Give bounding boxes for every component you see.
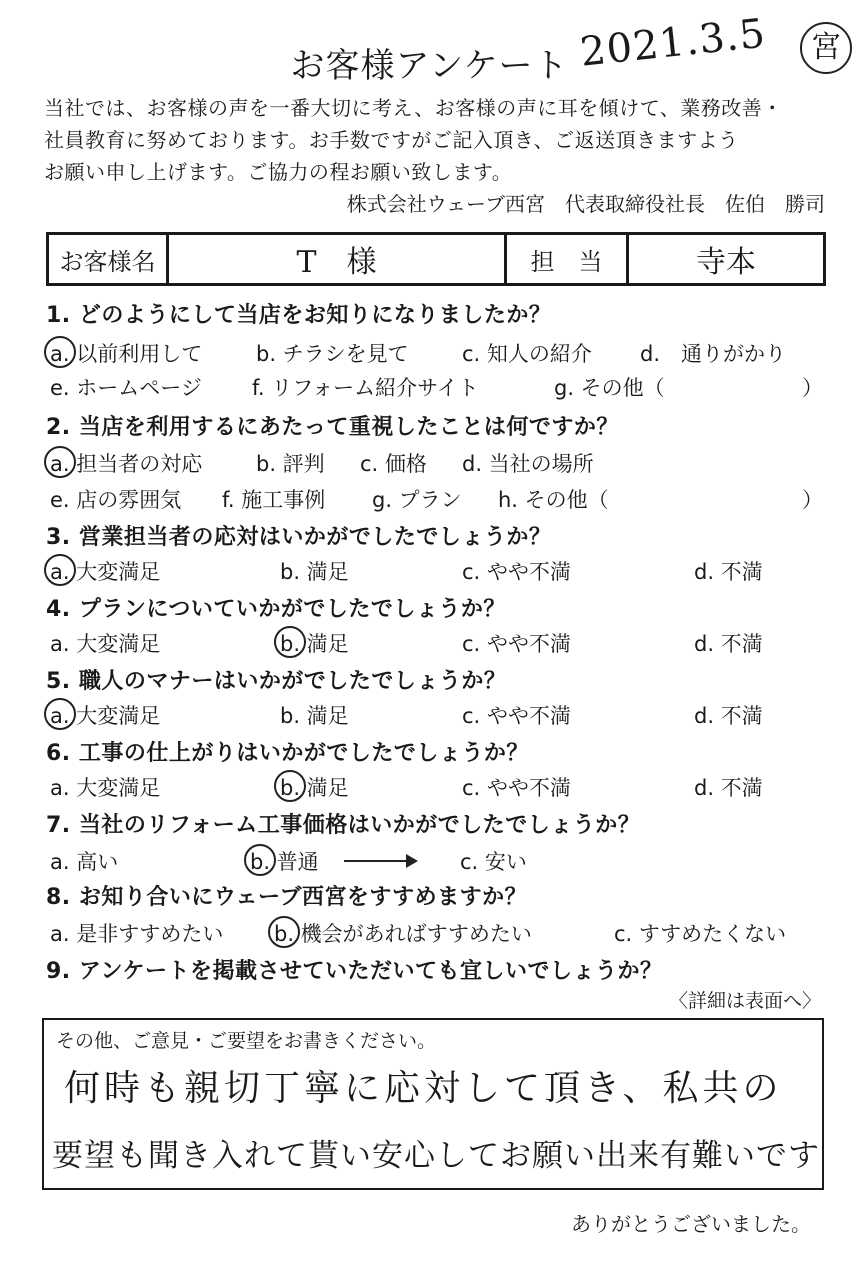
- q3-option-d: d. 不満: [694, 560, 763, 584]
- answer-circle: [274, 626, 306, 658]
- q3-option-b: b. 満足: [280, 560, 349, 584]
- intro-line-3: お願い申し上げます。ご協力の程お願い致します。: [44, 160, 513, 184]
- q6-option-a: a. 大変満足: [50, 776, 161, 800]
- answer-circle: [44, 446, 76, 478]
- question-5: 5. 職人のマナーはいかがでしたでしょうか？: [46, 669, 507, 694]
- q2-option-h: h. その他（: [498, 488, 609, 512]
- q2-option-g: g. プラン: [372, 488, 462, 512]
- q8-option-c: c. すすめたくない: [614, 922, 787, 946]
- question-6: 6. 工事の仕上がりはいかがでしたでしょうか？: [46, 741, 529, 766]
- question-3: 3. 営業担当者の応対はいかがでしたでしょうか？: [46, 525, 552, 550]
- q1-option-d: d. 通りがかり: [640, 342, 787, 366]
- q6-option-d: d. 不満: [694, 776, 763, 800]
- q6-option-c: c. やや不満: [462, 776, 571, 800]
- question-7: 7. 当社のリフォーム工事価格はいかがでしたでしょうか？: [46, 813, 641, 838]
- q2-option-e: e. 店の雰囲気: [50, 488, 182, 512]
- q5-option-b: b. 満足: [280, 704, 349, 728]
- q1-option-b: b. チラシを見て: [256, 342, 409, 366]
- question-9: 9. アンケートを掲載させていただいても宜しいでしょうか？: [46, 959, 663, 984]
- answer-circle: [244, 844, 276, 876]
- q8-option-a: a. 是非すすめたい: [50, 922, 224, 946]
- q4-option-b: b. 満足: [280, 628, 349, 658]
- detail-note: 〈詳細は表面へ〉: [668, 990, 821, 1012]
- q2-option-f: f. 施工事例: [222, 488, 326, 512]
- answer-circle: [268, 916, 300, 948]
- customer-name-label: お客様名: [49, 235, 169, 283]
- question-4: 4. プランについていかがでしたでしょうか？: [46, 597, 506, 622]
- q6-option-b: b. 満足: [280, 772, 349, 802]
- q2-option-d: d. 当社の場所: [462, 452, 594, 476]
- handwritten-date: 2021.3.5: [578, 10, 768, 76]
- q7-option-b: b. 普通: [250, 846, 319, 876]
- customer-name-value: T 様: [169, 235, 507, 283]
- q2-option-c: c. 価格: [360, 452, 427, 476]
- answer-circle: [274, 770, 306, 802]
- q7-option-c: c. 安い: [460, 850, 527, 874]
- q1-option-g: g. その他（: [554, 376, 665, 400]
- q3-option-a: a. 大変満足: [50, 556, 160, 586]
- q4-option-d: d. 不満: [694, 632, 763, 656]
- seal-stamp: 宮: [800, 22, 852, 74]
- comment-label: その他、ご意見・ご要望をお書きください。: [56, 1030, 437, 1052]
- q1-option-f: f. リフォーム紹介サイト: [252, 376, 479, 400]
- q1-option-g-close: ）: [802, 376, 823, 400]
- comment-handwritten-line-2: 要望も聞き入れて貰い安心してお願い出来有難いです: [52, 1138, 820, 1174]
- comment-handwritten-line-1: 何時も親切丁寧に応対して頂き、私共の: [64, 1068, 783, 1109]
- q4-option-a: a. 大変満足: [50, 632, 161, 656]
- company-signature: 株式会社ウェーブ西宮 代表取締役社長 佐伯 勝司: [346, 192, 825, 216]
- q1-option-a: a. 以前利用して: [50, 338, 202, 368]
- q1-option-e: e. ホームページ: [50, 376, 202, 400]
- q4-option-c: c. やや不満: [462, 632, 571, 656]
- q2-option-a: a. 担当者の対応: [50, 448, 202, 478]
- q1-option-c: c. 知人の紹介: [462, 342, 592, 366]
- q5-option-d: d. 不満: [694, 704, 763, 728]
- answer-circle: [44, 336, 76, 368]
- question-1: 1. どのようにして当店をお知りになりましたか？: [46, 303, 552, 328]
- q2-option-h-close: ）: [802, 488, 823, 512]
- q2-option-b: b. 評判: [256, 452, 325, 476]
- staff-value: 寺本: [696, 245, 756, 280]
- q7-option-a: a. 高い: [50, 850, 119, 874]
- intro-line-2: 社員教育に努めております。お手数ですがご記入頂き、ご返送頂きますよう: [44, 128, 739, 152]
- q3-option-c: c. やや不満: [462, 560, 571, 584]
- comment-box: [42, 1018, 824, 1190]
- handwritten-arrow: [344, 860, 416, 862]
- answer-circle: [44, 698, 76, 730]
- question-2: 2. 当店を利用するにあたって重視したことは何ですか？: [46, 415, 619, 440]
- thanks-note: ありがとうございました。: [571, 1212, 811, 1236]
- q5-option-a: a. 大変満足: [50, 700, 160, 730]
- staff-label: 担 当: [507, 235, 629, 283]
- answer-circle: [44, 554, 76, 586]
- q8-option-b: b. 機会があればすすめたい: [274, 918, 532, 948]
- survey-title: お客様アンケート: [290, 46, 569, 86]
- customer-info-table: [46, 232, 826, 286]
- intro-line-1: 当社では、お客様の声を一番大切に考え、お客様の声に耳を傾けて、業務改善・: [44, 96, 783, 120]
- q5-option-c: c. やや不満: [462, 704, 571, 728]
- question-8: 8. お知り合いにウェーブ西宮をすすめますか？: [46, 885, 528, 910]
